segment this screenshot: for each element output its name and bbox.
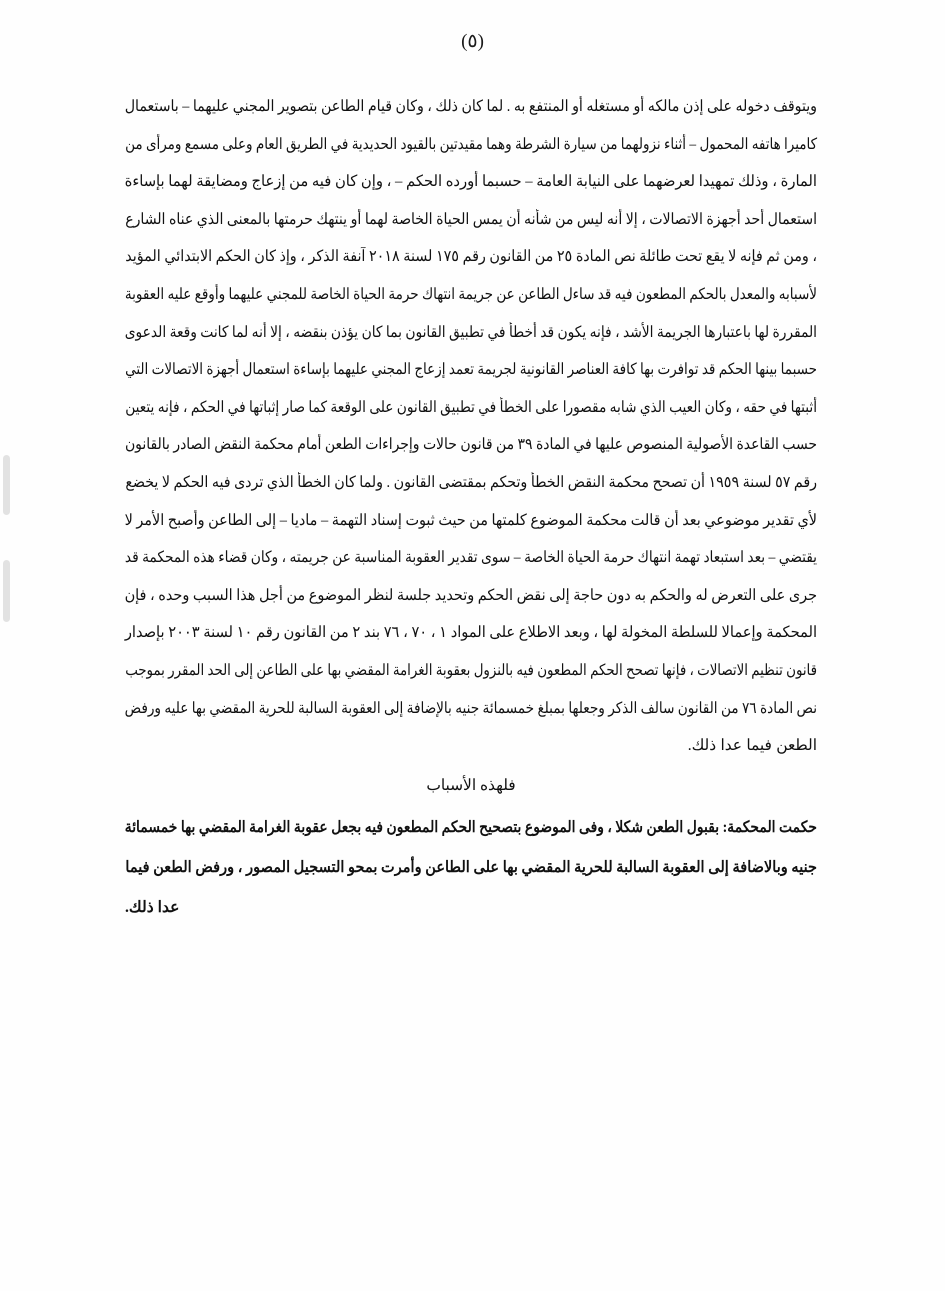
body-line: حسب القاعدة الأصولية المنصوص عليها في المادة ٣٩ من قانون حالات وإجراءات الطعن أمام محكمة النقض الصادر بالقانون (124, 436, 817, 454)
page-number: (٥) (461, 31, 484, 52)
body-line: جرى على التعرض له والحكم به دون حاجة إلى نقض الحكم وتحديد جلسة لنظر الموضوع من أجل هذا السبب وحده ، فإن (124, 586, 817, 604)
scan-artifact-upper (3, 455, 10, 515)
verdict-line: حكمت المحكمة: بقبول الطعن شكلا ، وفى الموضوع بتصحيح الحكم المطعون فيه بجعل عقوبة الغرامة المقضي بها خمسمائة (124, 819, 817, 837)
judgment-body (125, 88, 817, 928)
body-line: يقتضي – بعد استبعاد تهمة انتهاك حرمة الحياة الخاصة – سوى تقدير العقوبة المناسبة عن جريمته ، وكان قضاء هذه المحكمة قد (124, 549, 817, 567)
body-line: استعمال أحد أجهزة الاتصالات ، إلا أنه ليس من شأنه أن يمس الحياة الخاصة لهما أو ينتهك حرمتها بالمعنى الذي عناه الشارع (125, 210, 818, 228)
body-line: لأسبابه والمعدل بالحكم المطعون فيه قد ساءل الطاعن عن جريمة انتهاك حرمة الحياة الخاصة للمجني عليهما وأوقع عليه العقوبة (124, 285, 817, 303)
reasons-heading: فلهذه الأسباب (426, 776, 516, 794)
verdict-line: جنيه وبالاضافة إلى العقوبة السالبة للحرية المقضي بها على الطاعن وأمرت بمحو التسجيل المصور ، ورفض الطعن فيما (125, 859, 818, 877)
body-line: الطعن فيما عدا ذلك. (687, 737, 817, 755)
body-line: المقررة لها باعتبارها الجريمة الأشد ، فإنه يكون قد أخطأ في تطبيق القانون بما كان يؤذن بنقضه ، إلا أنه لما كانت وقعة الدعوى (124, 323, 817, 341)
body-line: لأي تقدير موضوعي بعد أن قالت محكمة الموضوع كلمتها من حيث ثبوت إسناد التهمة – ماديا – إلى الطاعن وأصبح الأمر لا (124, 511, 817, 529)
body-line: قانون تنظيم الاتصالات ، فإنها تصحح الحكم المطعون فيه بالنزول بعقوبة الغرامة المقضي بها على الطاعن إلى الحد المقرر بموجب (125, 661, 817, 679)
body-line: كاميرا هاتفه المحمول – أثناء نزولهما من سيارة الشرطة وهما مقيدتين بالقيود الحديدية في الطريق العام وعلى مسمع ومرأى من (125, 135, 817, 153)
judgment-paragraph (125, 88, 817, 765)
verdict-line: عدا ذلك. (125, 899, 180, 917)
body-line: المارة ، وذلك تمهيدا لعرضهما على النيابة العامة – حسبما أورده الحكم – ، وإن كان فيه من إزعاج ومضايقة لهما بإساءة (124, 173, 818, 191)
scan-artifact-lower (3, 560, 10, 622)
verdict-paragraph (125, 804, 817, 928)
body-line: ويتوقف دخوله على إذن مالكه أو مستغله أو المنتفع به . لما كان ذلك ، وكان قيام الطاعن بتصوير المجني عليهما – باستعمال (124, 98, 817, 115)
body-line: ، ومن ثم فإنه لا يقع تحت طائلة نص المادة ٢٥ من القانون رقم ١٧٥ لسنة ٢٠١٨ آنفة الذكر ، وإذ كان الحكم الابتدائي المؤيد (125, 248, 817, 266)
body-line: رقم ٥٧ لسنة ١٩٥٩ أن تصحح محكمة النقض الخطأ وتحكم بمقتضى القانون . ولما كان الخطأ الذي تردى فيه الحكم لا يخضع (125, 473, 817, 491)
body-line: المحكمة وإعمالا للسلطة المخولة لها ، وبعد الاطلاع على المواد ١ ، ٧٠ ، ٧٦ بند ٢ من القانون رقم ١٠ لسنة ٢٠٠٣ بإصدار (124, 624, 817, 642)
body-line: حسبما بينها الحكم قد توافرت بها كافة العناصر القانونية لجريمة تعمد إزعاج المجني عليهما بإساءة استعمال أجهزة الاتصالات التي (125, 361, 817, 379)
body-line: نص المادة ٧٦ من القانون سالف الذكر وجعلها بمبلغ خمسمائة جنيه بالإضافة إلى العقوبة السالبة للحرية المقضي بها عليه ورفض (124, 699, 817, 717)
body-line: أثبتها في حقه ، وكان العيب الذي شابه مقصورا على الخطأ في تطبيق القانون على الوقعة كما صار إثباتها في الحكم ، فإنه يتعين (125, 398, 817, 416)
